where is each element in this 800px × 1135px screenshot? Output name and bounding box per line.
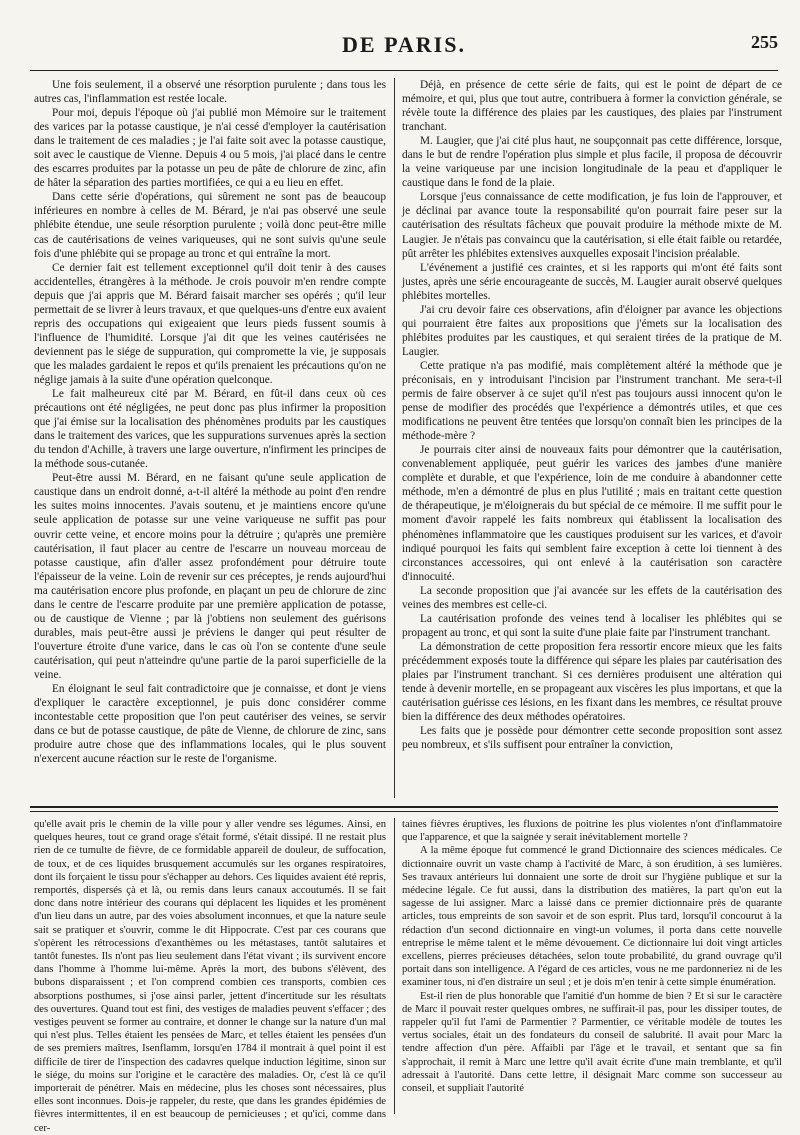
- page-header: [30, 26, 778, 66]
- feuilleton-rule-thin: [30, 811, 778, 812]
- paragraph: Peut-être aussi M. Bérard, en ne faisant qu'une seule application de caustique dans un endroit donné, a-t-il altéré la méthode au point d'en rendre les suites moins innocentes. J'avais soutenu, et je maintiens encore qu'une seule application de potasse sur une veine variqueuse ne suffit pas pour ouvrir cette veine, et encore moins pour la détruire ; qu'après une première cautérisation, il faut placer au centre de l'escarre un nouveau morceau de potasse caustique, afin d'aller assez profondément pour détruire toute l'épaisseur de la veine. Loin de revenir sur ces préceptes, je rends aujourd'hui ma cautérisation encore plus profonde, en plaçant un peu de chlorure de zinc dans le centre de l'escarre produite par une première application de potasse, ou de caustique de Vienne ; par là j'obtiens non seulement des guérisons durables, mais peut-être aussi je préviens le danger qui peut résulter de l'ouverture étroite d'une varice, dans le cas où l'on se contente d'une seule cautérisation, qui peut n'atteindre qu'une partie de la paroi superficielle de la veine.: [34, 472, 386, 681]
- column-divider: [394, 78, 395, 798]
- paragraph: Cette pratique n'a pas modifié, mais complètement altéré la méthode que je préconisais, en y introduisant l'incision par l'instrument tranchant. Me sera-t-il permis de faire observer à ce sujet qu'il n'est pas toujours aussi innocent qu'on le pense de modifier des procédés que l'expérience a démontrés utiles, et que ces modifications ne peuvent être tentées que lorsqu'on connaît bien les principes de la méthode-mère ?: [402, 359, 782, 443]
- paragraph: En éloignant le seul fait contradictoire que je connaisse, et dont je viens d'expliquer le caractère exceptionnel, je puis donc considérer comme incontestable cette proposition que l'on peut cautériser des veines, se servir dans ce but de potasse caustique, de pâte de Vienne, de chlorure de zinc, sans produire autre chose que des inflammations locales, qui le plus souvent n'exercent aucune réaction sur le reste de l'organisme.: [34, 683, 386, 766]
- paragraph: Une fois seulement, il a observé une résorption purulente ; dans tous les autres cas, l'inflammation est restée locale.: [34, 79, 386, 106]
- paragraph: Lorsque j'eus connaissance de cette modification, je fus loin de l'approuver, et je déclinai par avance toute la responsabilité qu'on pourrait faire peser sur la cautérisation des résultats fâcheux que pouvait produire la méthode mixte de M. Laugier. Je n'étais pas convaincu que la cautérisation, si elle était faible ou retardée, pût arrêter les phlébites extensives auxquelles exposait l'incision préalable.: [402, 191, 782, 260]
- paragraph: Déjà, en présence de cette série de faits, qui est le point de départ de ce mémoire, et qui, plus que tout autre, contribuera à former la conviction générale, se révèle toute la différence des plaies par les caustiques, des plaies par l'instrument tranchant.: [402, 79, 782, 134]
- paragraph: La seconde proposition que j'ai avancée sur les effets de la cautérisation des veines des membres est celle-ci.: [402, 584, 782, 611]
- running-title: DE PARIS.: [342, 32, 466, 57]
- paragraph: Dans cette série d'opérations, qui sûrement ne sont pas de beaucoup inférieures en nombre à celles de M. Bérard, je n'ai pas observé une seule phlébite étendue, une seule résorption purulente ; voilà donc peut-être mille cas de cautérisations de veines variqueuses, qui ne sont suivis qu'une seule fois d'une phlébite qui se propage au tronc et qui entraîne la mort.: [34, 191, 386, 260]
- feuilleton-rule: [30, 806, 778, 808]
- paragraph: taines fièvres éruptives, les fluxions de poitrine les plus violentes n'ont d'inflammatoire que l'apparence, et que la saignée y serait inévitablement mortelle ?: [402, 819, 782, 844]
- paragraph: Le fait malheureux cité par M. Bérard, en fût-il dans ceux où ces précautions ont été négligées, ne peut donc pas plus infirmer la proposition que j'ai émise sur la localisation des phénomènes produits par les caustiques dans le traitement des varices, que les suppurations survenues après la section du tendon d'Achille, à travers une large ouverture, n'infirment les principes de la méthode sous-cutanée.: [34, 388, 386, 471]
- page-number: 255: [751, 32, 778, 52]
- paragraph: La cautérisation profonde des veines tend à localiser les phlébites qui se propagent au tronc, et qui sont la suite d'une plaie faite par l'instrument tranchant.: [402, 612, 782, 639]
- paragraph: La démonstration de cette proposition fera ressortir encore mieux que les faits précédemment exposés toute la différence qui sépare les plaies par cautérisation des plaies par l'instrument tranchant. Si ces dernières produisent une altération qui tende à devenir mortelle, en se propageant aux viscères les plus importans, et que la cautérisation guérisse ces lésions, en les fixant dans les membres, ce résultat prouve bien la différence des deux méthodes opératoires.: [402, 640, 782, 724]
- upper-right-column: [402, 78, 782, 800]
- paragraph: M. Laugier, que j'ai cité plus haut, ne soupçonnait pas cette différence, lorsque, dans le but de rendre l'opération plus simple et plus facile, il proposa de découvrir la veine variqueuse par une incision longitudinale de la peau et d'appliquer le caustique dans le fond de la plaie.: [402, 135, 782, 190]
- paragraph: L'événement a justifié ces craintes, et si les rapports qui m'ont été faits sont justes, après une série encourageante de succès, M. Laugier aurait observé quelques phlébites mortelles.: [402, 261, 782, 302]
- paragraph: qu'elle avait pris le chemin de la ville pour y aller vendre ses légumes. Ainsi, en quelques heures, tout ce grand orage s'était formé, s'était dissipé. Il ne restait plus rien de ce tumulte de fièvre, de ce formidable appareil de douleur, de suffocation, de toux, et de ces liquides brusquement accumulés sur les organes respiratoires, dont ils forçaient le tissu pour s'échapper au dehors. Ces liquides avaient été repris, remportés, dispersés çà et là, ou remis dans leurs canaux accoutumés. Il se fait donc dans notre intérieur des courans qui déplacent les liquides et les promènent d'un lieu dans un autre, par des voies absolument inconnues, et que la nature seule sait se pratiquer et s'ouvrir, comme le dit Hippocrate. C'est par ces courans que s'opèrent les rétrocessions d'exanthèmes ou les métastases, tantôt salutaires et tantôt funestes. Ils n'ont pas lieu seulement dans l'état vivant ; ils survivent encore dans l'homme à l'homme lui-même. Après la mort, des bubons s'élèvent, des bubons disparaissent ; et l'on comprend combien ces transports, combien ces absorptions posthumes, si j'ose ainsi parler, jettent d'incertitude sur les résultats des ouvertures. Quand tout est fini, des vestiges de maladies peuvent s'effacer ; des vestiges peuvent se former au contraire, et donner le change sur la nature d'un mal qui n'est plus. Telles étaient les pensées de Marc, et telles étaient les pensées d'un de ses premiers maîtres, Isenflamm, lorsqu'en 1784 il montrait à quel point il est difficile de tirer de l'inspection des cadavres quelque induction légitime, sinon sur le siége, du moins sur l'origine et le caractère des maladies. Or, c'est là ce qu'il importerait de pénétrer. Mais en médecine, plus les choses sont nécessaires, plus elles sont inconnues. Dois-je rappeler, du reste, que dans les grandes épidémies de fièvres intermittentes, il en est beaucoup de pernicieuses ; et qu'ici, comme dans cer-: [34, 819, 386, 1134]
- column-divider-lower: [394, 818, 395, 1114]
- paragraph: Pour moi, depuis l'époque où j'ai publié mon Mémoire sur le traitement des varices par la potasse caustique, je n'ai cessé d'employer la cautérisation dans le traitement de ces maladies ; je l'ai faite soit avec la potasse caustique, soit avec le caustique de Vienne. Depuis 4 ou 5 mois, j'ai placé dans le centre des escarres produites par la potasse un peu de pâte de chlorure de zinc, afin de hâter la séparation des parties mortifiées, ce qui a eu lieu en effet.: [34, 107, 386, 190]
- paragraph: Je pourrais citer ainsi de nouveaux faits pour démontrer que la cautérisation, convenablement appliquée, peut guérir les varices des jambes d'une manière complète et durable, et que l'expérience, loin de me conduire à abandonner cette méthode, m'en a démontré de plus en plus l'utilité ; mais en traitant cette question de thérapeutique, je m'éloignerais du but spécial de ce mémoire. Il me suffit pour le moment d'avoir rappelé les faits nombreux qui établissent la localisation des phénomènes inflammatoire que les caustiques produisent sur les varices, et d'avoir indiqué pourquoi les faits qui semblent faire exception à cette loi tiennent à des circonstances accessoires, qui ont enlevé à la cautérisation son caractère d'innocuité.: [402, 444, 782, 583]
- upper-left-column: [34, 78, 386, 800]
- paragraph: A la même époque fut commencé le grand Dictionnaire des sciences médicales. Ce dictionnaire ouvrit un vaste champ à l'activité de Marc, à son érudition, à ses lumières. Ses travaux antérieurs lui donnaient une sorte de droit sur l'hygiène publique et sur la médecine légale. Ce fut aussi, dans la distribution des matières, la part qu'on eut la sagesse de lui assigner. Marc a laissé dans ce premier dictionnaire près de quarante articles, tous empreints de son savoir et de son esprit. Plus tard, lorsqu'il concourut à la rédaction d'un second dictionnaire en vingt-un volumes, il porta dans cette nouvelle entreprise le même talent et le même dévouement. Ce dictionnaire lui doit vingt articles excellens, pierres précieuses détachées, selon toute probabilité, du grand ouvrage qu'il portait dans son intelligence. A l'égard de ces articles, vous ne me pardonneriez ni de les examiner tous, ni d'en distraire un seul ; et je dois m'en tenir à cette simple énumération.: [402, 845, 782, 989]
- paragraph: Ce dernier fait est tellement exceptionnel qu'il doit tenir à des causes accidentelles, étrangères à la méthode. Je crois pouvoir m'en rendre compte depuis que j'ai appris que M. Bérard faisait marcher ses opérés ; qu'il leur permettait de se livrer à leurs travaux, et que quelques-uns d'entre eux avaient repris des occupations qui exigeaient que leurs pieds fussent soumis à l'influence de l'humidité. Lorsque j'ai dit que les veines cautérisées ne deviennent pas le siége de suppuration, qui compromette la vie, je supposais que les malades gardaient le repos et qu'ils prenaient les précautions qu'on ne néglige jamais à la suite d'une opération quelconque.: [34, 261, 386, 386]
- paragraph: J'ai cru devoir faire ces observations, afin d'éloigner par avance les objections qui pourraient être faites aux propositions que j'émets sur la localisation des phlébites produites par les caustiques, et qui seraient tirées de la pratique de M. Laugier.: [402, 303, 782, 358]
- header-rule: [30, 70, 778, 71]
- lower-left-column: [34, 818, 386, 1134]
- paragraph: Les faits que je possède pour démontrer cette seconde proposition sont assez peu nombreux, et s'ils suffisent pour entraîner la conviction,: [402, 725, 782, 752]
- paragraph: Est-il rien de plus honorable que l'amitié d'un homme de bien ? Et si sur le caractère de Marc il pouvait rester quelques ombres, ne suffirait-il pas, pour les dissiper toutes, de rappeler qu'il fut l'ami de Parmentier ? Parmentier, ce véritable modèle de toutes les vertus sociales, était un des fondateurs du conseil de salubrité. Il avait pour Marc la tendre affection d'un père. Affaibli par l'âge et le travail, et sentant que sa fin s'approchait, il remit à Marc une lettre qu'il avait écrite d'une main tremblante, et qu'il adressait à l'autorité. Dans cette lettre, il désignait Marc comme son successeur au conseil, et suppliait l'autorité: [402, 990, 782, 1095]
- lower-right-column: [402, 818, 782, 1118]
